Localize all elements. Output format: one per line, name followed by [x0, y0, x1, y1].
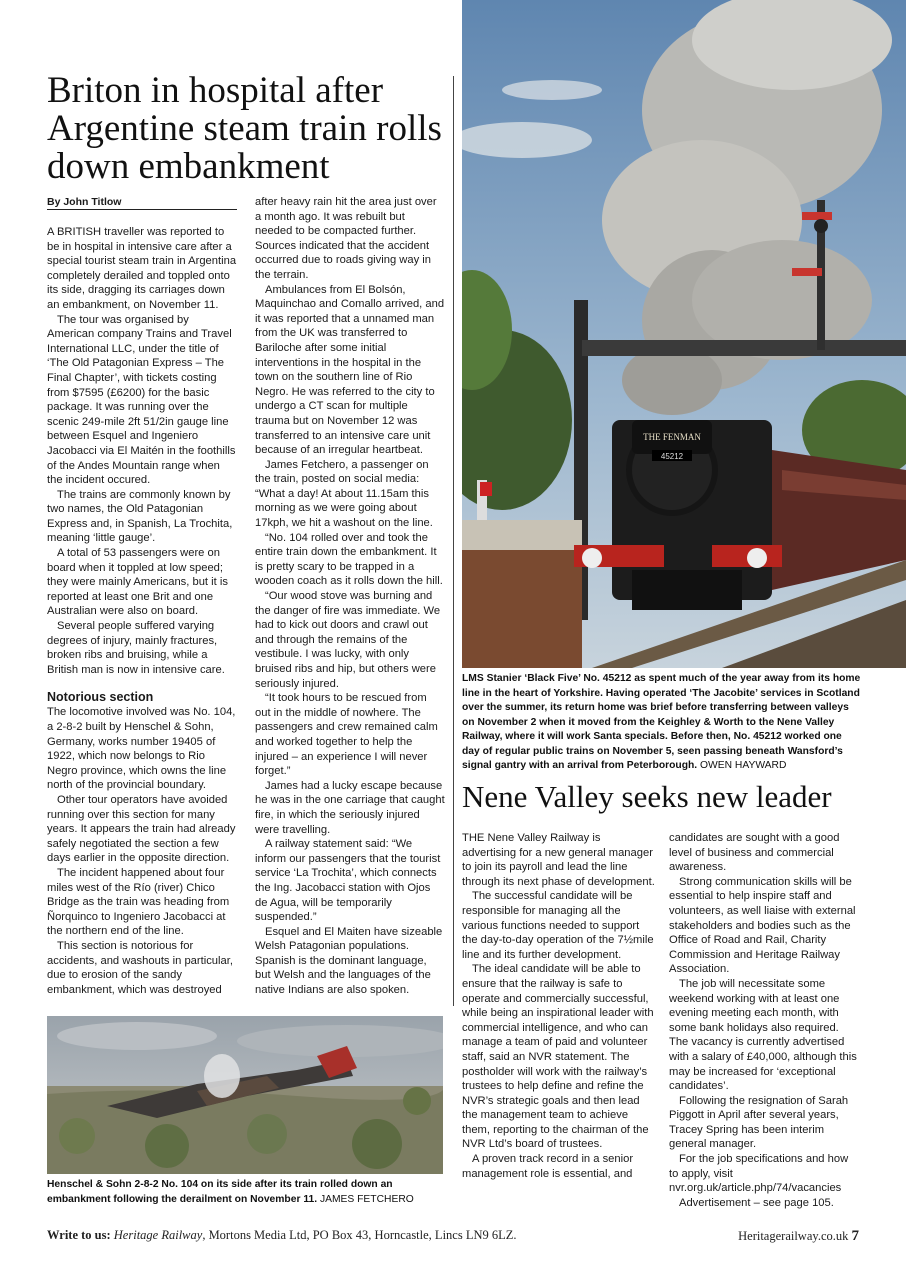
- paragraph: James had a lucky escape because he was in the one carriage that caught fire, in which the seriously injured were travelling.: [255, 779, 445, 836]
- paragraph: candidates are sought with a good level of business and commercial awareness.: [669, 832, 840, 874]
- paragraph: Ambulances from El Bolsón, Maquinchao and Comallo arrived, and it was reported that a unnamed man from the UK was transferred to Bariloche after some initial interventions in the hospital in the town on the southern line of Rio Negro. He was referred to the city to undergo a CT scan for multiple trauma but on November 12 was transferred to an intensive care unit because of an irregular heartbeat.: [255, 283, 445, 457]
- paragraph: after heavy rain hit the area just over a month ago. It was rebuilt but needed to be compacted further. Sources indicated that the accident occurred due to roads giving way in the terrain.: [255, 196, 437, 281]
- footer-site: Heritagerailway.co.uk: [738, 1229, 849, 1243]
- page-number-block: [738, 1228, 859, 1245]
- nene-column-2: [669, 831, 859, 1210]
- locomotive-caption: [462, 672, 862, 774]
- article-column-2: [255, 195, 445, 998]
- paragraph: The incident happened about four miles west of the Río (river) Chico Bridge as the train was heading from Ñorquinco to Ingeniero Jacobacci at the northern end of the line.: [47, 866, 230, 938]
- paragraph: The ideal candidate will be able to ensure that the railway is safe to operate and commercially successful, while being an inspirational leader with commercial intelligence, and who can manage a team of paid and volunteer staff, said an NVR statement. The postholder will work with the railway’s trustees to help define and refine the NVR’s strategic goals and then lead the management team to achieve them, reporting to the chairman of the NVR Ltd’s board of trustees.: [462, 963, 654, 1151]
- paragraph: Esquel and El Maiten have sizeable Welsh Patagonian populations. Spanish is the dominant language, but Welsh and the languages of the native Indians are also spoken.: [255, 925, 443, 997]
- photo-credit: JAMES FETCHERO: [319, 1193, 414, 1205]
- byline: By John Titlow: [47, 196, 237, 210]
- paragraph: THE Nene Valley Railway is advertising for a new general manager to join its payroll and lead the line through its next phase of development.: [462, 832, 655, 888]
- paragraph: Advertisement – see page 105.: [679, 1196, 834, 1209]
- caption-text: Henschel & Sohn 2-8-2 No. 104 on its side after its train rolled down an embankment following the derailment on November 11.: [47, 1179, 393, 1205]
- page-footer: [47, 1228, 859, 1243]
- paragraph: The locomotive involved was No. 104, a 2-8-2 built by Henschel & Sohn, Germany, works number 19405 of 1922, which now belongs to Rio Negro province, which owns the line north of the provincial boundary.: [47, 706, 236, 792]
- paragraph: A proven track record in a senior management role is essential, and: [462, 1153, 634, 1180]
- article-headline: Briton in hospital after Argentine steam train rolls down embankment: [47, 70, 442, 187]
- paragraph: A railway statement said: “We inform our passengers that the tourist service ‘La Trochita’, which connects the Ing. Jacobacci station with Ojos de Agua, will be temporarily suspended.”: [255, 838, 441, 924]
- footer-publication: Heritage Railway: [113, 1228, 203, 1242]
- subheading: Notorious section: [47, 690, 154, 705]
- nene-valley-headline: Nene Valley seeks new leader: [462, 779, 832, 814]
- page-number: 7: [851, 1228, 859, 1244]
- photo-credit: OWEN HAYWARD: [700, 760, 787, 771]
- paragraph: “Our wood stove was burning and the danger of fire was immediate. We had to kick out doors and crawl out and through the remains of the vestibule. I was lucky, with only bruised ribs and hip, but others were seriously injured.: [255, 590, 441, 690]
- footer-label: Write to us:: [47, 1228, 111, 1242]
- locomotive-photo: [462, 0, 906, 668]
- article-column-1: [47, 225, 237, 997]
- paragraph: The successful candidate will be responsible for managing all the various functions needed to support the day-to-day operation of the 7½mile line and its further development.: [462, 890, 654, 961]
- paragraph: Strong communication skills will be essential to help inspire staff and volunteers, as well liaise with external stakeholders and bodies such as the Office of Road and Rail, Charity Commission and Heritage Railway Association.: [669, 875, 856, 976]
- nene-column-1: [462, 831, 657, 1181]
- paragraph: “No. 104 rolled over and took the entire train down the embankment. It is pretty scary to be trapped in a wooden coach as it rolls down the hill.: [255, 531, 443, 588]
- footer-address: , Mortons Media Ltd, PO Box 43, Horncastle, Lincs LN9 6LZ.: [202, 1228, 517, 1242]
- headboard-text: THE FENMAN: [643, 432, 701, 442]
- paragraph: The trains are commonly known by two names, the Old Patagonian Express and, in Spanish, La Trochita, meaning ‘little gauge’.: [47, 488, 233, 545]
- derailment-photo: [47, 1016, 443, 1174]
- paragraph: For the job specifications and how to apply, visit nvr.org.uk/article.php/74/vacancies: [669, 1153, 849, 1195]
- paragraph: Following the resignation of Sarah Piggott in April after several years, Tracey Spring has been interim general manager.: [669, 1094, 849, 1151]
- paragraph: James Fetchero, a passenger on the train, posted on social media: “What a day! At about 11.15am this morning as we were going about 17kph, we hit a washout on the line.: [255, 458, 433, 530]
- paragraph: “It took hours to be rescued from out in the middle of nowhere. The passengers and crew remained calm and worked together to help the injured – an experience I will never forget.”: [255, 692, 438, 778]
- caption-text: LMS Stanier ‘Black Five’ No. 45212 as spent much of the year away from its home line in the heart of Yorkshire. Having operated ‘The Jacobite’ services in Scotland over the summer, its return home was brief before transferring between valleys on November 2 when it moved from the Keighley & Worth to the Nene Valley Railway, where it will work Santa specials. Before then, No. 45212 worked one day of regular public trains on November 5, seen passing beneath Wansford’s signal gantry with an arrival from Peterborough.: [462, 673, 861, 771]
- paragraph: The job will necessitate some weekend working with at least one evening meeting each month, with some bank holidays also required. The vacancy is currently advertised with a salary of £40,000, although this may be increased for ‘exceptional candidates’.: [669, 977, 857, 1093]
- paragraph: A total of 53 passengers were on board when it toppled at low speed; they were mainly Americans, but it is reported at least one Brit and one Australian were also on board.: [47, 547, 228, 618]
- paragraph: The tour was organised by American company Trains and Travel International LLC, under the title of ‘The Old Patagonian Express – The Final Chapter’, with tickets costing from $7595 (£6200) for the basic package. It was running over the scenic 249-mile 2ft 51/2in gauge line between Esquel and Ingeniero Jacobacci via El Maitén in the foothills of the Andes Mountain range when the incident occured.: [47, 313, 236, 487]
- paragraph: Other tour operators have avoided running over this section for many years. It appears the train had already safely negotiated the section a few days earlier in the opposite direction.: [47, 793, 236, 865]
- derailment-caption: [47, 1178, 447, 1207]
- paragraph: This section is notorious for accidents, and washouts in particular, due to erosion of the sandy embankment, which was destroyed: [47, 939, 233, 996]
- paragraph: Several people suffered varying degrees of injury, mainly fractures, broken ribs and bruising, while a British man is now in intensive care.: [47, 620, 225, 676]
- column-divider: [453, 76, 454, 1006]
- number-plate-text: 45212: [660, 452, 684, 461]
- paragraph: A BRITISH traveller was reported to be in hospital in intensive care after a special tourist steam train in Argentina completely derailed and toppled onto its side, dragging its carriages down an embankment, on November 11.: [47, 226, 237, 311]
